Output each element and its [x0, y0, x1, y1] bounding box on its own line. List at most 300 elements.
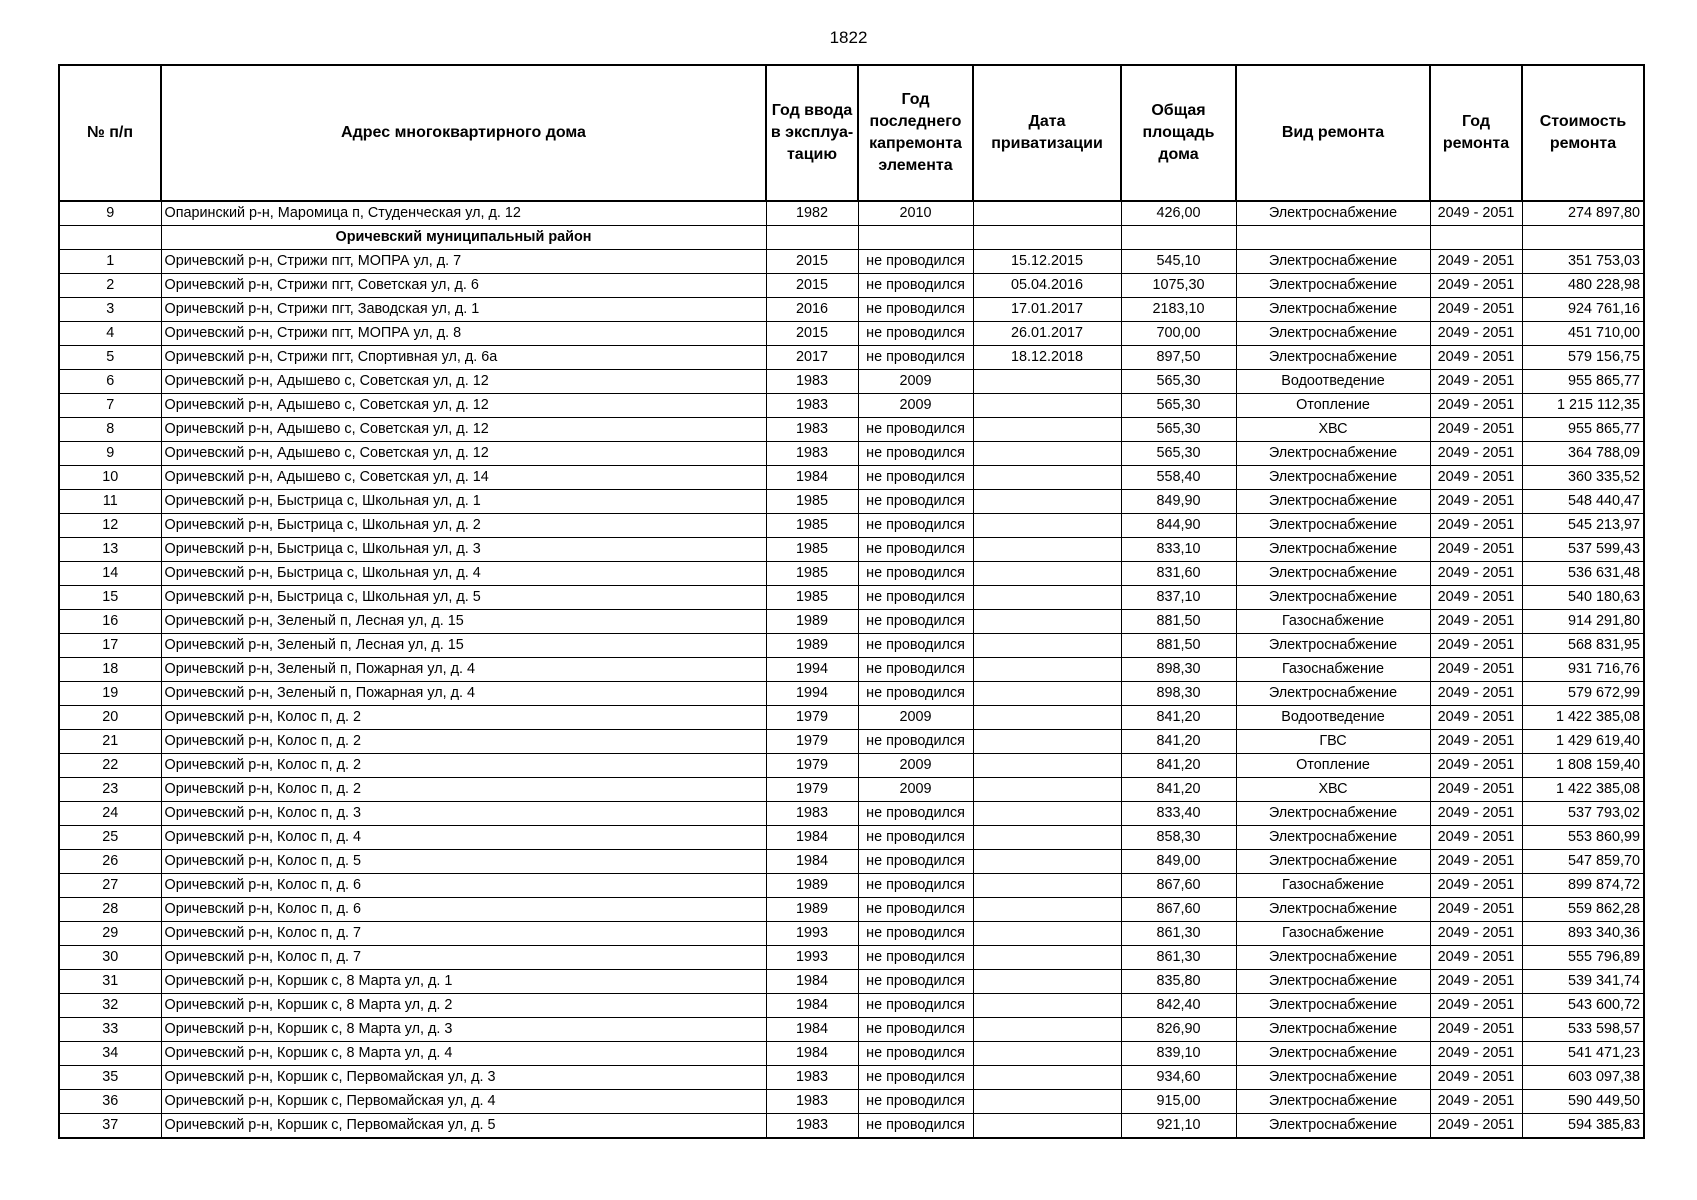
cell-repair-year: 2049 - 2051 — [1430, 610, 1522, 634]
cell-cost: 559 862,28 — [1522, 898, 1644, 922]
cell-num: 10 — [59, 466, 161, 490]
cell-num: 17 — [59, 634, 161, 658]
cell-privatization — [973, 898, 1121, 922]
cell-repair-type: Электроснабжение — [1236, 946, 1430, 970]
cell-repair-year: 2049 - 2051 — [1430, 754, 1522, 778]
cell-privatization — [973, 1114, 1121, 1139]
cell-repair-year: 2049 - 2051 — [1430, 250, 1522, 274]
empty-cell — [1522, 226, 1644, 250]
cell-repair-year: 2049 - 2051 — [1430, 994, 1522, 1018]
cell-privatization: 05.04.2016 — [973, 274, 1121, 298]
cell-repair-type: Электроснабжение — [1236, 1090, 1430, 1114]
cell-cost: 360 335,52 — [1522, 466, 1644, 490]
cell-repair-year: 2049 - 2051 — [1430, 1018, 1522, 1042]
cell-area: 861,30 — [1121, 922, 1236, 946]
cell-privatization — [973, 826, 1121, 850]
cell-privatization — [973, 922, 1121, 946]
header-repair-type: Вид ремонта — [1236, 65, 1430, 201]
cell-area: 426,00 — [1121, 201, 1236, 226]
header-year-built: Год ввода в эксплуа-тацию — [766, 65, 858, 201]
cell-num: 28 — [59, 898, 161, 922]
cell-repair-type: Электроснабжение — [1236, 514, 1430, 538]
cell-last-repair: не проводился — [858, 298, 973, 322]
cell-last-repair: не проводился — [858, 610, 973, 634]
cell-cost: 579 156,75 — [1522, 346, 1644, 370]
cell-num: 3 — [59, 298, 161, 322]
cell-last-repair: не проводился — [858, 1042, 973, 1066]
cell-num: 8 — [59, 418, 161, 442]
cell-cost: 931 716,76 — [1522, 658, 1644, 682]
cell-year-built: 1984 — [766, 1042, 858, 1066]
table-row — [59, 394, 1644, 418]
cell-num: 15 — [59, 586, 161, 610]
cell-year-built: 1983 — [766, 394, 858, 418]
table-row — [59, 946, 1644, 970]
cell-repair-year: 2049 - 2051 — [1430, 778, 1522, 802]
cell-area: 867,60 — [1121, 898, 1236, 922]
table-row — [59, 274, 1644, 298]
table-row — [59, 538, 1644, 562]
cell-privatization — [973, 442, 1121, 466]
cell-area: 881,50 — [1121, 610, 1236, 634]
cell-privatization — [973, 466, 1121, 490]
cell-num: 21 — [59, 730, 161, 754]
cell-num: 12 — [59, 514, 161, 538]
cell-cost: 541 471,23 — [1522, 1042, 1644, 1066]
cell-repair-type: Отопление — [1236, 394, 1430, 418]
cell-repair-year: 2049 - 2051 — [1430, 418, 1522, 442]
cell-area: 897,50 — [1121, 346, 1236, 370]
cell-last-repair: 2009 — [858, 706, 973, 730]
cell-num: 31 — [59, 970, 161, 994]
table-row — [59, 1114, 1644, 1139]
cell-repair-year: 2049 - 2051 — [1430, 370, 1522, 394]
cell-address: Оричевский р-н, Стрижи пгт, Заводская ул, д. 1 — [161, 298, 766, 322]
cell-repair-type: Электроснабжение — [1236, 994, 1430, 1018]
cell-address: Оричевский р-н, Зеленый п, Пожарная ул, д. 4 — [161, 658, 766, 682]
repair-schedule-table — [58, 64, 1645, 1139]
cell-repair-year: 2049 - 2051 — [1430, 1042, 1522, 1066]
cell-repair-year: 2049 - 2051 — [1430, 850, 1522, 874]
cell-cost: 568 831,95 — [1522, 634, 1644, 658]
cell-address: Оричевский р-н, Стрижи пгт, Советская ул, д. 6 — [161, 274, 766, 298]
cell-repair-type: Электроснабжение — [1236, 201, 1430, 226]
cell-cost: 537 599,43 — [1522, 538, 1644, 562]
cell-address: Оричевский р-н, Коршик с, 8 Марта ул, д. 3 — [161, 1018, 766, 1042]
cell-num: 4 — [59, 322, 161, 346]
cell-repair-type: Электроснабжение — [1236, 274, 1430, 298]
table-row — [59, 490, 1644, 514]
cell-area: 849,00 — [1121, 850, 1236, 874]
cell-last-repair: не проводился — [858, 1066, 973, 1090]
cell-privatization — [973, 994, 1121, 1018]
cell-address: Оричевский р-н, Коршик с, 8 Марта ул, д. 4 — [161, 1042, 766, 1066]
cell-privatization — [973, 682, 1121, 706]
cell-area: 839,10 — [1121, 1042, 1236, 1066]
empty-cell — [59, 226, 161, 250]
cell-area: 841,20 — [1121, 754, 1236, 778]
cell-repair-type: Электроснабжение — [1236, 1114, 1430, 1139]
cell-year-built: 2015 — [766, 250, 858, 274]
cell-year-built: 1989 — [766, 874, 858, 898]
cell-cost: 579 672,99 — [1522, 682, 1644, 706]
header-last-repair: Год последнего капремонта элемента — [858, 65, 973, 201]
cell-repair-year: 2049 - 2051 — [1430, 322, 1522, 346]
cell-repair-year: 2049 - 2051 — [1430, 442, 1522, 466]
cell-num: 5 — [59, 346, 161, 370]
cell-cost: 351 753,03 — [1522, 250, 1644, 274]
cell-privatization — [973, 538, 1121, 562]
cell-year-built: 1983 — [766, 1090, 858, 1114]
cell-repair-type: Электроснабжение — [1236, 442, 1430, 466]
cell-area: 898,30 — [1121, 682, 1236, 706]
cell-cost: 1 429 619,40 — [1522, 730, 1644, 754]
cell-year-built: 2015 — [766, 274, 858, 298]
table-row — [59, 586, 1644, 610]
cell-area: 849,90 — [1121, 490, 1236, 514]
cell-privatization — [973, 1018, 1121, 1042]
cell-address: Оричевский р-н, Быстрица с, Школьная ул, д. 4 — [161, 562, 766, 586]
cell-area: 841,20 — [1121, 730, 1236, 754]
cell-last-repair: не проводился — [858, 634, 973, 658]
table-row — [59, 201, 1644, 226]
cell-year-built: 2016 — [766, 298, 858, 322]
cell-num: 14 — [59, 562, 161, 586]
cell-repair-type: Электроснабжение — [1236, 634, 1430, 658]
cell-year-built: 1983 — [766, 418, 858, 442]
cell-repair-type: Электроснабжение — [1236, 322, 1430, 346]
empty-cell — [766, 226, 858, 250]
cell-num: 33 — [59, 1018, 161, 1042]
table-row — [59, 874, 1644, 898]
table-row — [59, 442, 1644, 466]
cell-num: 16 — [59, 610, 161, 634]
cell-year-built: 1982 — [766, 201, 858, 226]
table-row — [59, 826, 1644, 850]
cell-area: 841,20 — [1121, 778, 1236, 802]
cell-repair-type: Газоснабжение — [1236, 922, 1430, 946]
cell-num: 13 — [59, 538, 161, 562]
cell-last-repair: не проводился — [858, 1018, 973, 1042]
cell-num: 18 — [59, 658, 161, 682]
cell-repair-type: Электроснабжение — [1236, 682, 1430, 706]
cell-privatization — [973, 586, 1121, 610]
cell-privatization — [973, 418, 1121, 442]
cell-year-built: 1985 — [766, 538, 858, 562]
cell-address: Оричевский р-н, Коршик с, 8 Марта ул, д. 1 — [161, 970, 766, 994]
cell-last-repair: не проводился — [858, 682, 973, 706]
cell-repair-year: 2049 - 2051 — [1430, 274, 1522, 298]
cell-repair-year: 2049 - 2051 — [1430, 826, 1522, 850]
cell-repair-type: ХВС — [1236, 418, 1430, 442]
cell-address: Оричевский р-н, Колос п, д. 7 — [161, 922, 766, 946]
cell-year-built: 1983 — [766, 802, 858, 826]
cell-address: Оричевский р-н, Быстрица с, Школьная ул, д. 3 — [161, 538, 766, 562]
cell-repair-type: Электроснабжение — [1236, 1042, 1430, 1066]
table-row — [59, 754, 1644, 778]
table-row — [59, 682, 1644, 706]
cell-num: 30 — [59, 946, 161, 970]
cell-address: Оричевский р-н, Стрижи пгт, МОПРА ул, д. 7 — [161, 250, 766, 274]
cell-repair-type: Газоснабжение — [1236, 874, 1430, 898]
cell-repair-type: Электроснабжение — [1236, 1066, 1430, 1090]
cell-area: 565,30 — [1121, 370, 1236, 394]
cell-privatization — [973, 490, 1121, 514]
cell-cost: 539 341,74 — [1522, 970, 1644, 994]
cell-privatization — [973, 634, 1121, 658]
cell-area: 700,00 — [1121, 322, 1236, 346]
cell-address: Оричевский р-н, Колос п, д. 4 — [161, 826, 766, 850]
cell-last-repair: не проводился — [858, 322, 973, 346]
cell-last-repair: не проводился — [858, 1114, 973, 1139]
cell-repair-year: 2049 - 2051 — [1430, 730, 1522, 754]
cell-repair-type: Электроснабжение — [1236, 562, 1430, 586]
cell-year-built: 1993 — [766, 922, 858, 946]
cell-area: 1075,30 — [1121, 274, 1236, 298]
cell-area: 565,30 — [1121, 442, 1236, 466]
cell-cost: 533 598,57 — [1522, 1018, 1644, 1042]
cell-num: 23 — [59, 778, 161, 802]
cell-num: 9 — [59, 201, 161, 226]
cell-num: 37 — [59, 1114, 161, 1139]
cell-last-repair: не проводился — [858, 538, 973, 562]
cell-year-built: 1989 — [766, 898, 858, 922]
cell-cost: 536 631,48 — [1522, 562, 1644, 586]
cell-repair-year: 2049 - 2051 — [1430, 682, 1522, 706]
cell-address: Оричевский р-н, Адышево с, Советская ул, д. 12 — [161, 418, 766, 442]
cell-last-repair: не проводился — [858, 898, 973, 922]
table-row — [59, 706, 1644, 730]
cell-repair-type: Газоснабжение — [1236, 658, 1430, 682]
cell-area: 858,30 — [1121, 826, 1236, 850]
cell-repair-year: 2049 - 2051 — [1430, 658, 1522, 682]
cell-cost: 955 865,77 — [1522, 370, 1644, 394]
cell-last-repair: не проводился — [858, 250, 973, 274]
cell-address: Оричевский р-н, Колос п, д. 2 — [161, 730, 766, 754]
cell-repair-year: 2049 - 2051 — [1430, 298, 1522, 322]
cell-repair-type: Электроснабжение — [1236, 538, 1430, 562]
table-row — [59, 730, 1644, 754]
table-row — [59, 634, 1644, 658]
table-row — [59, 802, 1644, 826]
cell-repair-type: Электроснабжение — [1236, 850, 1430, 874]
cell-privatization — [973, 970, 1121, 994]
cell-last-repair: 2010 — [858, 201, 973, 226]
cell-year-built: 1979 — [766, 730, 858, 754]
cell-area: 915,00 — [1121, 1090, 1236, 1114]
cell-repair-year: 2049 - 2051 — [1430, 874, 1522, 898]
cell-area: 831,60 — [1121, 562, 1236, 586]
cell-address: Оричевский р-н, Коршик с, Первомайская ул, д. 4 — [161, 1090, 766, 1114]
cell-year-built: 1994 — [766, 682, 858, 706]
cell-num: 7 — [59, 394, 161, 418]
cell-num: 24 — [59, 802, 161, 826]
cell-repair-year: 2049 - 2051 — [1430, 946, 1522, 970]
cell-num: 9 — [59, 442, 161, 466]
cell-year-built: 1984 — [766, 970, 858, 994]
cell-last-repair: не проводился — [858, 826, 973, 850]
cell-repair-year: 2049 - 2051 — [1430, 1066, 1522, 1090]
cell-last-repair: 2009 — [858, 394, 973, 418]
cell-privatization: 17.01.2017 — [973, 298, 1121, 322]
cell-num: 29 — [59, 922, 161, 946]
cell-address: Оричевский р-н, Колос п, д. 3 — [161, 802, 766, 826]
cell-num: 34 — [59, 1042, 161, 1066]
table-row — [59, 922, 1644, 946]
cell-privatization: 26.01.2017 — [973, 322, 1121, 346]
cell-year-built: 2015 — [766, 322, 858, 346]
cell-address: Оричевский р-н, Зеленый п, Лесная ул, д. 15 — [161, 634, 766, 658]
cell-year-built: 1979 — [766, 706, 858, 730]
header-address: Адрес многоквартирного дома — [161, 65, 766, 201]
cell-cost: 480 228,98 — [1522, 274, 1644, 298]
cell-repair-year: 2049 - 2051 — [1430, 490, 1522, 514]
empty-cell — [1121, 226, 1236, 250]
table-row — [59, 658, 1644, 682]
cell-cost: 1 422 385,08 — [1522, 706, 1644, 730]
table-row — [59, 298, 1644, 322]
cell-privatization: 15.12.2015 — [973, 250, 1121, 274]
section-row — [59, 226, 1644, 250]
cell-repair-year: 2049 - 2051 — [1430, 802, 1522, 826]
cell-privatization — [973, 370, 1121, 394]
cell-repair-type: Электроснабжение — [1236, 826, 1430, 850]
header-area: Общая площадь дома — [1121, 65, 1236, 201]
cell-last-repair: не проводился — [858, 970, 973, 994]
cell-repair-year: 2049 - 2051 — [1430, 1114, 1522, 1139]
cell-num: 35 — [59, 1066, 161, 1090]
cell-address: Оричевский р-н, Колос п, д. 2 — [161, 778, 766, 802]
table-row — [59, 562, 1644, 586]
cell-last-repair: не проводился — [858, 946, 973, 970]
cell-year-built: 1979 — [766, 754, 858, 778]
cell-cost: 555 796,89 — [1522, 946, 1644, 970]
cell-privatization — [973, 778, 1121, 802]
cell-repair-type: Электроснабжение — [1236, 1018, 1430, 1042]
cell-year-built: 1983 — [766, 1066, 858, 1090]
cell-area: 841,20 — [1121, 706, 1236, 730]
cell-repair-type: Электроснабжение — [1236, 586, 1430, 610]
cell-year-built: 1985 — [766, 490, 858, 514]
header-row — [59, 65, 1644, 201]
cell-address: Оричевский р-н, Коршик с, Первомайская ул, д. 3 — [161, 1066, 766, 1090]
cell-area: 898,30 — [1121, 658, 1236, 682]
cell-last-repair: не проводился — [858, 442, 973, 466]
cell-area: 861,30 — [1121, 946, 1236, 970]
cell-address: Оричевский р-н, Колос п, д. 5 — [161, 850, 766, 874]
cell-area: 565,30 — [1121, 418, 1236, 442]
cell-address: Оричевский р-н, Адышево с, Советская ул, д. 12 — [161, 394, 766, 418]
table-row — [59, 1042, 1644, 1066]
cell-address: Оричевский р-н, Быстрица с, Школьная ул, д. 2 — [161, 514, 766, 538]
cell-repair-type: Водоотведение — [1236, 370, 1430, 394]
section-title: Оричевский муниципальный район — [161, 226, 766, 250]
cell-cost: 899 874,72 — [1522, 874, 1644, 898]
table-row — [59, 466, 1644, 490]
cell-last-repair: не проводился — [858, 922, 973, 946]
cell-address: Оричевский р-н, Колос п, д. 6 — [161, 898, 766, 922]
cell-repair-type: Электроснабжение — [1236, 298, 1430, 322]
header-privatization: Дата приватизации — [973, 65, 1121, 201]
cell-repair-year: 2049 - 2051 — [1430, 346, 1522, 370]
cell-area: 835,80 — [1121, 970, 1236, 994]
cell-num: 27 — [59, 874, 161, 898]
cell-last-repair: не проводился — [858, 562, 973, 586]
cell-address: Оричевский р-н, Стрижи пгт, Спортивная ул, д. 6а — [161, 346, 766, 370]
cell-year-built: 1984 — [766, 850, 858, 874]
cell-privatization — [973, 562, 1121, 586]
cell-year-built: 1985 — [766, 562, 858, 586]
cell-num: 26 — [59, 850, 161, 874]
cell-area: 844,90 — [1121, 514, 1236, 538]
cell-cost: 540 180,63 — [1522, 586, 1644, 610]
cell-privatization: 18.12.2018 — [973, 346, 1121, 370]
table-row — [59, 346, 1644, 370]
cell-last-repair: не проводился — [858, 994, 973, 1018]
cell-num: 22 — [59, 754, 161, 778]
cell-year-built: 1979 — [766, 778, 858, 802]
cell-cost: 553 860,99 — [1522, 826, 1644, 850]
cell-privatization — [973, 754, 1121, 778]
cell-last-repair: не проводился — [858, 346, 973, 370]
cell-repair-year: 2049 - 2051 — [1430, 706, 1522, 730]
cell-last-repair: не проводился — [858, 802, 973, 826]
cell-cost: 924 761,16 — [1522, 298, 1644, 322]
cell-last-repair: не проводился — [858, 274, 973, 298]
table-row — [59, 514, 1644, 538]
header-repair-year: Год ремонта — [1430, 65, 1522, 201]
cell-last-repair: не проводился — [858, 850, 973, 874]
cell-year-built: 1983 — [766, 442, 858, 466]
cell-area: 833,40 — [1121, 802, 1236, 826]
cell-repair-type: Электроснабжение — [1236, 970, 1430, 994]
cell-last-repair: не проводился — [858, 658, 973, 682]
cell-repair-type: Электроснабжение — [1236, 898, 1430, 922]
empty-cell — [1430, 226, 1522, 250]
cell-year-built: 1993 — [766, 946, 858, 970]
cell-last-repair: не проводился — [858, 418, 973, 442]
cell-repair-year: 2049 - 2051 — [1430, 538, 1522, 562]
cell-address: Оричевский р-н, Адышево с, Советская ул, д. 12 — [161, 442, 766, 466]
cell-address: Оричевский р-н, Колос п, д. 6 — [161, 874, 766, 898]
cell-repair-type: Электроснабжение — [1236, 466, 1430, 490]
cell-privatization — [973, 658, 1121, 682]
cell-num: 11 — [59, 490, 161, 514]
cell-repair-type: ХВС — [1236, 778, 1430, 802]
cell-cost: 594 385,83 — [1522, 1114, 1644, 1139]
cell-address: Оричевский р-н, Колос п, д. 2 — [161, 706, 766, 730]
cell-area: 837,10 — [1121, 586, 1236, 610]
empty-cell — [858, 226, 973, 250]
cell-address: Оричевский р-н, Зеленый п, Пожарная ул, д. 4 — [161, 682, 766, 706]
cell-year-built: 1983 — [766, 370, 858, 394]
cell-year-built: 1989 — [766, 634, 858, 658]
cell-privatization — [973, 850, 1121, 874]
cell-privatization — [973, 610, 1121, 634]
cell-repair-year: 2049 - 2051 — [1430, 634, 1522, 658]
header-num: № п/п — [59, 65, 161, 201]
table-row — [59, 850, 1644, 874]
cell-cost: 543 600,72 — [1522, 994, 1644, 1018]
cell-repair-type: Электроснабжение — [1236, 346, 1430, 370]
cell-last-repair: 2009 — [858, 778, 973, 802]
table-row — [59, 322, 1644, 346]
cell-repair-year: 2049 - 2051 — [1430, 201, 1522, 226]
cell-privatization — [973, 730, 1121, 754]
cell-last-repair: не проводился — [858, 490, 973, 514]
cell-privatization — [973, 946, 1121, 970]
cell-num: 32 — [59, 994, 161, 1018]
